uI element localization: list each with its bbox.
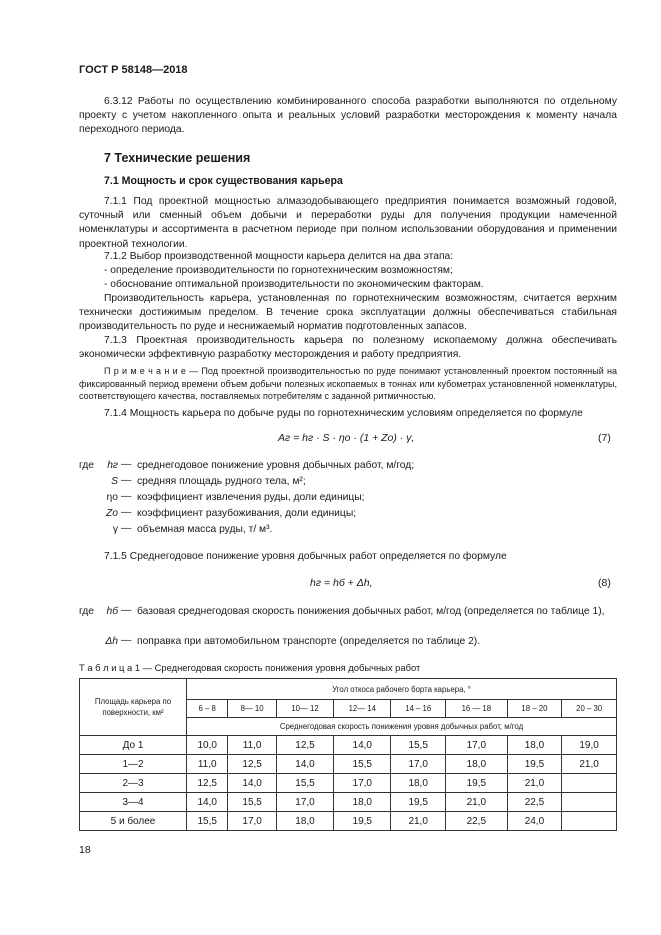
area-cell: 3—4	[80, 793, 187, 812]
value-cell: 12,5	[187, 774, 228, 793]
value-cell: 17,0	[445, 736, 507, 755]
symbol: Δh	[105, 636, 118, 647]
value-cell: 11,0	[187, 755, 228, 774]
symbol-definition: среднегодовое понижение уровня добычных работ, м/год;	[137, 460, 415, 471]
symbol-definition: коэффициент извлечения руды, доли единицы;	[137, 492, 365, 503]
formula-7-number: (7)	[598, 432, 611, 444]
list-item: - определение производительности по горнотехническим возможностям;	[104, 265, 453, 276]
value-cell: 12,5	[276, 736, 333, 755]
value-cell: 15,5	[334, 755, 391, 774]
area-cell: До 1	[80, 736, 187, 755]
symbol: hг	[107, 460, 118, 471]
paragraph-7-1-1: 7.1.1 Под проектной мощностью алмазодобывающего предприятия понимается возможный годовой, суточный или сменный объем добычи и переработки руды для получения продукции намеченной номенклатуры и ассортимента в расчетном периоде при полном использовании оборудования и применении проектной технологии.	[79, 196, 617, 250]
value-cell: 19,5	[507, 755, 562, 774]
area-cell: 2—3	[80, 774, 187, 793]
value-cell: 12,5	[228, 755, 277, 774]
value-cell: 18,0	[391, 774, 446, 793]
angle-cell: 14 – 16	[391, 700, 446, 718]
value-cell: 24,0	[507, 812, 562, 831]
value-cell: 15,5	[187, 812, 228, 831]
symbol: S	[111, 476, 118, 487]
angle-cell: 8— 10	[228, 700, 277, 718]
paragraph-7-1-2: 7.1.2 Выбор производственной мощности карьера делится на два этапа:	[104, 251, 454, 262]
where-label: где	[79, 460, 95, 471]
section-title: 7 Технические решения	[104, 151, 251, 165]
table-row	[80, 812, 617, 831]
angle-cell: 10— 12	[276, 700, 333, 718]
row-header-area: Площадь карьера по поверхности, км²	[80, 679, 187, 736]
value-cell: 21,0	[507, 774, 562, 793]
document-header: ГОСТ Р 58148—2018	[79, 64, 188, 76]
subsection-title: 7.1 Мощность и срок существования карьера	[104, 175, 343, 187]
symbol-definition: объемная масса руды, т/ м³.	[137, 524, 273, 535]
table-caption: Т а б л и ц а 1 — Среднегодовая скорость понижения уровня добычных работ	[79, 662, 421, 673]
value-cell: 18,0	[276, 812, 333, 831]
value-cell: 21,0	[445, 793, 507, 812]
value-cell: 17,0	[276, 793, 333, 812]
value-cell: 14,0	[334, 736, 391, 755]
note-text: — Под проектной производительностью по руде понимают установленный проектом постоянный на фиксированный период времени объем добычи полезных ископаемых в тоннах или кубометрах установленной номенклатуры, соответствующего качества, поставляемых потребителям с заданной ритмичностью.	[79, 366, 617, 402]
formula-8-number: (8)	[598, 577, 611, 589]
value-cell: 17,0	[228, 812, 277, 831]
formula-7: Aг = hг · S · ηо · (1 + Zо) · γ,	[278, 432, 415, 444]
angle-header: Угол откоса рабочего борта карьера, °	[187, 679, 617, 700]
symbol-definition: базовая среднегодовая скорость понижения добычных работ, м/год (определяется по таблице 1),	[137, 606, 605, 617]
value-cell: 18,0	[507, 736, 562, 755]
value-cell: 22,5	[507, 793, 562, 812]
value-cell: 21,0	[562, 755, 617, 774]
value-cell	[562, 812, 617, 831]
angle-cell: 16 — 18	[445, 700, 507, 718]
formula-8: hг = hб + Δh,	[310, 577, 373, 589]
symbol: γ	[112, 524, 118, 535]
paragraph-7-1-2-continued: Производительность карьера, установленная по горнотехническим возможностям, считается верхним технически достижимым пределом. В течение срока эксплуатации должны обеспечиваться стабильная производительность по руде и неснижаемый норматив подготовленных запасов.	[79, 293, 617, 333]
symbol-definition: поправка при автомобильном транспорте (определяется по таблице 2).	[137, 636, 481, 647]
paragraph-7-1-4: 7.1.4 Мощность карьера по добыче руды по горнотехническим условиям определяется по формуле	[104, 408, 583, 419]
symbol: hб	[106, 606, 118, 617]
where-label: где	[79, 606, 95, 617]
value-cell: 19,5	[334, 812, 391, 831]
value-cell: 14,0	[187, 793, 228, 812]
table-row	[80, 793, 617, 812]
value-cell: 22,5	[445, 812, 507, 831]
list-item: - обоснование оптимальной производительности по экономическим факторам.	[104, 279, 484, 290]
table-row	[80, 774, 617, 793]
value-cell: 15,5	[228, 793, 277, 812]
value-cell: 11,0	[228, 736, 277, 755]
paragraph-7-1-5: 7.1.5 Среднегодовое понижение уровня добычных работ определяется по формуле	[104, 551, 507, 562]
value-cell: 14,0	[228, 774, 277, 793]
value-cell: 10,0	[187, 736, 228, 755]
symbol-definition: коэффициент разубоживания, доли единицы;	[137, 508, 357, 519]
value-cell: 15,5	[276, 774, 333, 793]
value-cell: 17,0	[334, 774, 391, 793]
angle-cell: 20 – 30	[562, 700, 617, 718]
value-cell: 19,5	[445, 774, 507, 793]
value-cell	[562, 774, 617, 793]
value-cell: 18,0	[334, 793, 391, 812]
paragraph-7-1-3: 7.1.3 Проектная производительность карьера по полезному ископаемому должна обеспечивать экономически эффективную разработку месторождения и работу предприятия.	[79, 335, 617, 361]
note-block	[79, 365, 617, 403]
value-cell: 19,0	[562, 736, 617, 755]
area-cell: 5 и более	[80, 812, 187, 831]
value-cell: 15,5	[391, 736, 446, 755]
value-cell: 21,0	[391, 812, 446, 831]
symbol-definition: средняя площадь рудного тела, м²;	[137, 476, 306, 487]
value-cell: 18,0	[445, 755, 507, 774]
value-cell: 17,0	[391, 755, 446, 774]
speed-table	[79, 678, 617, 831]
value-cell: 14,0	[276, 755, 333, 774]
angle-cell: 18 – 20	[507, 700, 562, 718]
area-cell: 1—2	[80, 755, 187, 774]
angle-cell: 6 – 8	[187, 700, 228, 718]
value-cell: 19,5	[391, 793, 446, 812]
page-number: 18	[79, 844, 91, 856]
table-row	[80, 736, 617, 755]
paragraph-6-3-12: 6.3.12 Работы по осуществлению комбинированного способа разработки выполняются по отдельному проекту с учетом накопленного опыта и реальных условий разработки месторождения к моменту начала переходного периода.	[79, 96, 617, 136]
note-label: П р и м е ч а н и е	[104, 366, 186, 376]
table-row	[80, 755, 617, 774]
speed-header: Среднегодовая скорость понижения уровня добычных работ, м/год	[187, 718, 617, 736]
symbol: ηо	[106, 492, 118, 503]
value-cell	[562, 793, 617, 812]
angle-cell: 12— 14	[334, 700, 391, 718]
symbol: Zо	[105, 508, 118, 519]
